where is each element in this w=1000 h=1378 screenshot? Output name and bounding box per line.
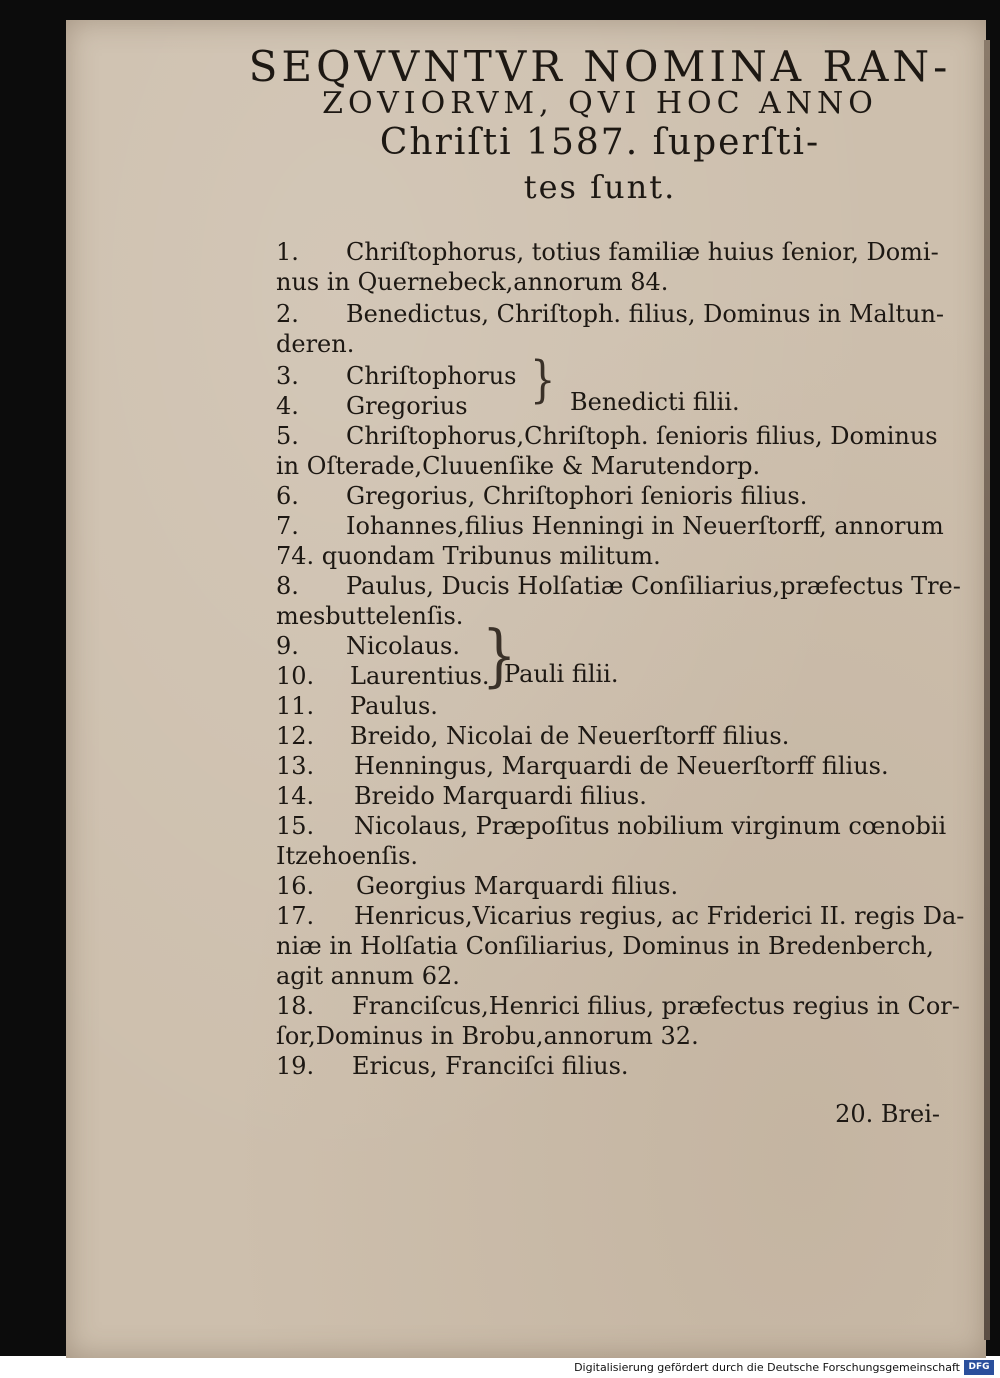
entry-text: Breido, Nicolai de Neuerſtorff filius. bbox=[350, 722, 790, 750]
brace-glyph: } bbox=[482, 616, 517, 695]
heading-line-3: Chriſti 1587. ſuperſti- bbox=[379, 122, 821, 163]
entry-continuation: niæ in Holſatia Conſiliarius, Dominus in Bredenberch, bbox=[276, 932, 934, 960]
entry-number: 4. bbox=[276, 392, 299, 420]
entry-number: 8. bbox=[276, 572, 299, 600]
brace-label-benedicti: Benedicti filii. bbox=[570, 388, 740, 416]
entry-text: Benedictus, Chriſtoph. filius, Dominus in Maltun- bbox=[346, 300, 945, 328]
entry-text: Gregorius, Chriſtophori ſenioris filius. bbox=[346, 482, 808, 510]
entry-text: Breido Marquardi filius. bbox=[354, 782, 647, 810]
entry-number: 16. bbox=[276, 872, 315, 900]
entry-number: 18. bbox=[276, 992, 315, 1020]
brace-glyph: } bbox=[530, 351, 556, 409]
entry-text: Henricus,Vicarius regius, ac Friderici II. regis Da- bbox=[354, 902, 965, 930]
entry-continuation: agit annum 62. bbox=[276, 962, 460, 990]
entry-text: Ericus, Franciſci filius. bbox=[352, 1052, 629, 1080]
entry-number: 1. bbox=[276, 238, 299, 266]
entry-continuation: 74. quondam Tribunus militum. bbox=[276, 542, 661, 570]
entry-continuation: ſor,Dominus in Brobu,annorum 32. bbox=[276, 1022, 699, 1050]
heading-line-2: ZOVIORVM, QVI HOC ANNO bbox=[322, 86, 878, 121]
entry-text: Gregorius bbox=[346, 392, 468, 420]
entry-text: Georgius Marquardi filius. bbox=[356, 872, 679, 900]
footer-credit: Digitalisierung gefördert durch die Deutsche Forschungsgemeinschaft bbox=[574, 1361, 960, 1374]
entry-number: 7. bbox=[276, 512, 299, 540]
entry-continuation: deren. bbox=[276, 330, 355, 358]
footer-bar bbox=[0, 1358, 1000, 1378]
entry-number: 13. bbox=[276, 752, 315, 780]
brace-label-pauli: Pauli filii. bbox=[504, 660, 619, 688]
entry-text: Franciſcus,Henrici filius, præfectus regius in Cor- bbox=[352, 992, 960, 1020]
entry-number: 14. bbox=[276, 782, 315, 810]
entry-text: Nicolaus. bbox=[346, 632, 460, 660]
document-page bbox=[66, 20, 986, 1358]
entry-text: Iohannes,filius Henningi in Neuerſtorff, annorum bbox=[346, 512, 944, 540]
entry-continuation: Itzehoenſis. bbox=[276, 842, 419, 870]
entry-number: 6. bbox=[276, 482, 299, 510]
entry-text: Chriſtophorus,Chriſtoph. ſenioris filius, Dominus bbox=[346, 422, 938, 450]
entry-number: 2. bbox=[276, 300, 299, 328]
entry-continuation: nus in Quernebeck,annorum 84. bbox=[276, 268, 669, 296]
entry-number: 15. bbox=[276, 812, 315, 840]
entry-text: Laurentius. bbox=[350, 662, 490, 690]
dfg-logo: DFG bbox=[964, 1360, 994, 1375]
entry-number: 3. bbox=[276, 362, 299, 390]
entry-number: 12. bbox=[276, 722, 315, 750]
entry-number: 17. bbox=[276, 902, 315, 930]
page-edge bbox=[984, 40, 990, 1340]
entry-continuation: in Oſterade,Cluuenſike & Marutendorp. bbox=[276, 452, 761, 480]
entry-number: 9. bbox=[276, 632, 299, 660]
entry-text: Paulus. bbox=[350, 692, 438, 720]
entry-text: Henningus, Marquardi de Neuerſtorff filius. bbox=[354, 752, 889, 780]
entry-number: 11. bbox=[276, 692, 315, 720]
catchword: 20. Brei- bbox=[835, 1100, 940, 1128]
heading-line-4: tes ſunt. bbox=[523, 168, 677, 206]
entry-text: Paulus, Ducis Holſatiæ Conſiliarius,præfectus Tre- bbox=[346, 572, 961, 600]
entry-continuation: mesbuttelenſis. bbox=[276, 602, 464, 630]
entry-number: 19. bbox=[276, 1052, 315, 1080]
entry-number: 5. bbox=[276, 422, 299, 450]
entry-text: Nicolaus, Præpoſitus nobilium virginum cœnobii bbox=[354, 812, 947, 840]
entry-text: Chriſtophorus, totius familiæ huius ſenior, Domi- bbox=[346, 238, 939, 266]
heading-line-1: SEQVVNTVR NOMINA RAN- bbox=[248, 42, 952, 91]
entry-text: Chriſtophorus bbox=[346, 362, 517, 390]
entry-number: 10. bbox=[276, 662, 315, 690]
